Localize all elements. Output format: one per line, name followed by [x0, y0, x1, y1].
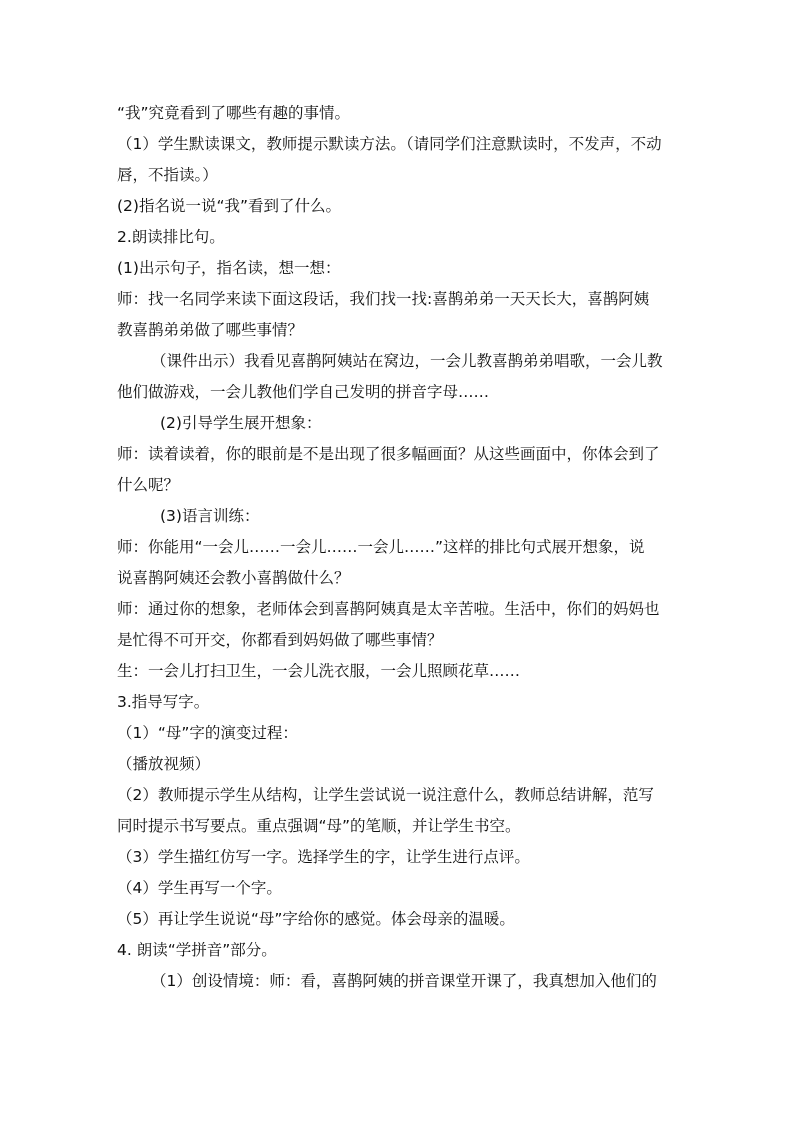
text-line: （4）学生再写一个字。	[117, 879, 282, 897]
text-line: (2)指名说一说“我”看到了什么。	[117, 197, 342, 215]
text-line: 生：一会儿打扫卫生，一会儿洗衣服，一会儿照顾花草……	[117, 662, 521, 680]
text-line: （播放视频）	[117, 755, 211, 773]
text-line: （1）学生默读课文，教师提示默读方法。（请同学们注意默读时，不发声，不动	[117, 135, 662, 153]
text-line: （2）教师提示学生从结构，让学生尝试说一说注意什么，教师总结讲解，范写	[117, 786, 654, 804]
section-heading: 2.朗读排比句。	[117, 228, 225, 246]
text-line: “我”究竟看到了哪些有趣的事情。	[117, 104, 351, 122]
section-heading: 3.指导写字。	[117, 693, 210, 711]
text-line: （3）学生描红仿写一字。选择学生的字，让学生进行点评。	[117, 848, 530, 866]
text-line: （1）“母”字的演变过程：	[117, 724, 298, 742]
text-line: 师：你能用“一会儿……一会儿……一会儿……”这样的排比句式展开想象，说	[117, 538, 645, 556]
text-line: 说喜鹊阿姨还会教小喜鹊做什么？	[117, 569, 350, 587]
text-line: 什么呢？	[117, 476, 180, 494]
text-line: （5）再让学生说说“母”字给你的感觉。体会母亲的温暖。	[117, 910, 515, 928]
section-heading: 4. 朗读“学拼音”部分。	[117, 941, 277, 959]
text-line: (1)出示句子，指名读，想一想：	[117, 259, 341, 277]
text-line: 教喜鹊弟弟做了哪些事情？	[117, 321, 304, 339]
text-line: 同时提示书写要点。重点强调“母”的笔顺，并让学生书空。	[117, 817, 521, 835]
text-line: 是忙得不可开交，你都看到妈妈做了哪些事情？	[117, 631, 443, 649]
text-line: (3)语言训练：	[160, 507, 260, 525]
text-line: 他们做游戏，一会儿教他们学自己发明的拼音字母……	[117, 383, 490, 401]
text-line: 唇，不指读。）	[117, 166, 218, 184]
text-line: (2)引导学生展开想象：	[160, 414, 322, 432]
text-line: （1）创设情境：师：看，喜鹊阿姨的拼音课堂开课了，我真想加入他们的	[151, 972, 657, 990]
text-line: 师：读着读着，你的眼前是不是出现了很多幅画面？从这些画面中，你体会到了	[117, 445, 660, 463]
text-line: 师：通过你的想象，老师体会到喜鹊阿姨真是太辛苦啦。生活中，你们的妈妈也	[117, 600, 660, 618]
text-line: 师：找一名同学来读下面这段话，我们找一找:喜鹊弟弟一天天长大，喜鹊阿姨	[117, 290, 650, 308]
text-line: （课件出示）我看见喜鹊阿姨站在窝边，一会儿教喜鹊弟弟唱歌，一会儿教	[151, 352, 663, 370]
